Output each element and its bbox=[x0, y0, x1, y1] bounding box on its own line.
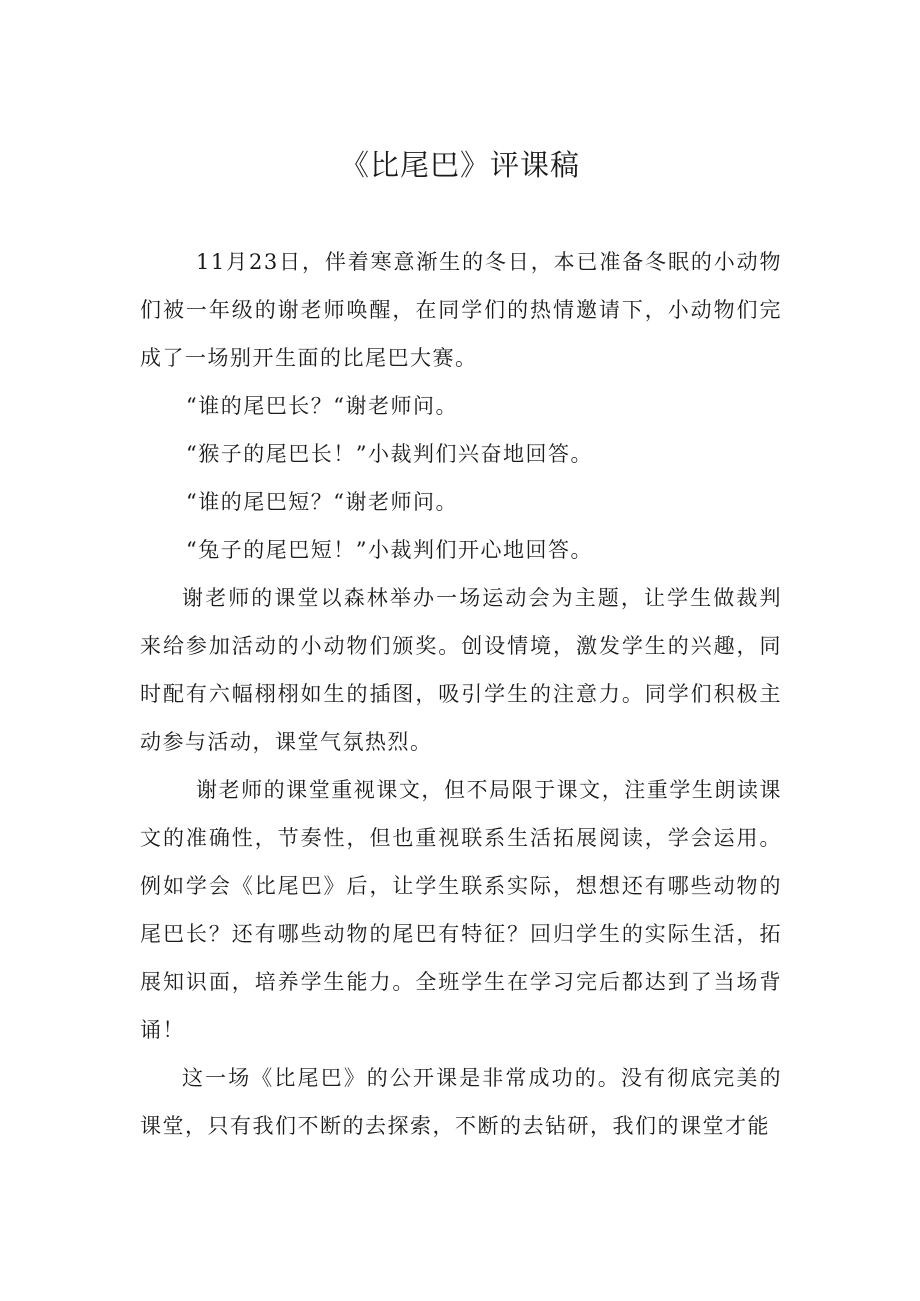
dialogue-line-4: “兔子的尾巴短！”小裁判们开心地回答。 bbox=[186, 538, 593, 562]
dialogue-line-3: “谁的尾巴短？“谢老师问。 bbox=[186, 490, 458, 514]
dialogue-line-2: “猴子的尾巴长！”小裁判们兴奋地回答。 bbox=[186, 442, 593, 466]
paragraph-conclusion: 这一场《比尾巴》的公开课是非常成功的。没有彻底完美的课堂，只有我们不断的去探索，不断的去钻研，我们的课堂才能 bbox=[140, 1066, 782, 1138]
document-body bbox=[140, 238, 782, 1150]
paragraph-intro: 11月23日，伴着寒意渐生的冬日，本已准备冬眠的小动物们被一年级的谢老师唤醒，在同学们的热情邀请下，小动物们完成了一场别开生面的比尾巴大赛。 bbox=[140, 250, 782, 370]
dialogue-line-1: “谁的尾巴长？“谢老师问。 bbox=[186, 394, 458, 418]
document-title: 《比尾巴》评课稿 bbox=[339, 148, 580, 182]
paragraph-classroom-theme: 谢老师的课堂以森林举办一场运动会为主题，让学生做裁判来给参加活动的小动物们颁奖。创设情境，激发学生的兴趣，同时配有六幅栩栩如生的插图，吸引学生的注意力。同学们积极主动参与活动，课堂气氛热烈。 bbox=[140, 586, 782, 754]
paragraph-text-emphasis: 谢老师的课堂重视课文，但不局限于课文，注重学生朗读课文的准确性，节奏性，但也重视联系生活拓展阅读，学会运用。例如学会《比尾巴》后，让学生联系实际，想想还有哪些动物的尾巴长？还有哪些动物的尾巴有特征？回归学生的实际生活，拓展知识面，培养学生能力。全班学生在学习完后都达到了当场背诵！ bbox=[140, 778, 782, 1042]
